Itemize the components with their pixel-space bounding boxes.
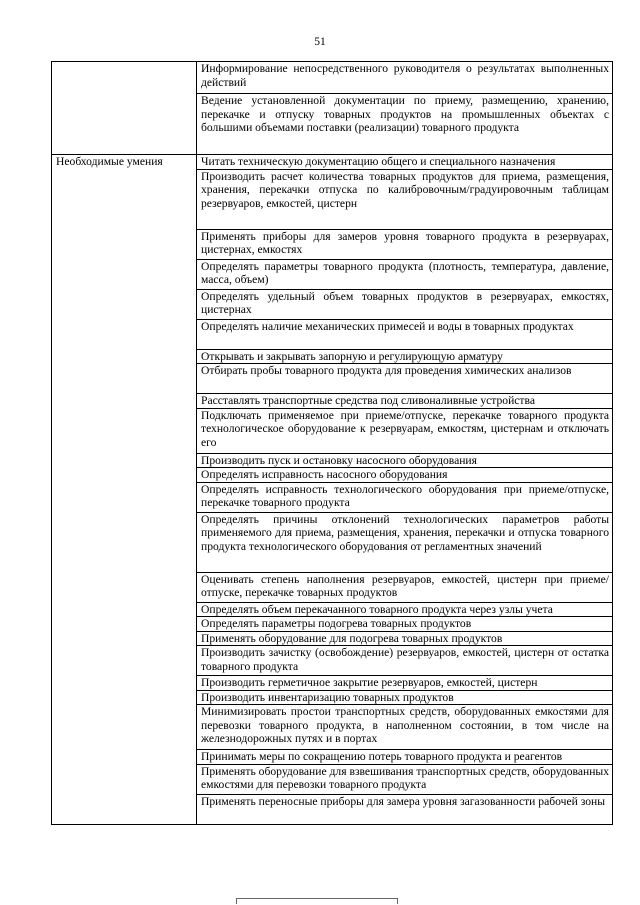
skills-table xyxy=(51,61,613,825)
table-row xyxy=(52,62,613,94)
row-text: Применять оборудование для взвешивания транспортных средств, оборудованных емкостями для перевозки товарного продукта xyxy=(197,764,613,794)
row-text: Определять причины отклонений технологических параметров работы применяемого для приема, размещения, хранения, перекачки и отпуска товарного продукта технологического оборудования от регламентных значений xyxy=(197,512,613,572)
row-text: Определять исправность технологического оборудования при приеме/отпуске, перекачке товарного продукта xyxy=(197,482,613,512)
row-text: Отбирать пробы товарного продукта для проведения химических анализов xyxy=(197,364,613,394)
row-text: Производить герметичное закрытие резервуаров, емкостей, цистерн xyxy=(197,676,613,691)
row-text: Определять параметры подогрева товарных продуктов xyxy=(197,617,613,632)
row-label-empty xyxy=(52,62,197,155)
row-text: Применять оборудование для подогрева товарных продуктов xyxy=(197,631,613,646)
scan-edge-mark xyxy=(236,898,398,904)
row-text: Производить расчет количества товарных продуктов для приема, размещения, хранения, перекачки отпуска по калибровочным/градуировочным таблицам резервуаров, емкостей, цистерн xyxy=(197,169,613,229)
row-text: Применять переносные приборы для замера уровня загазованности рабочей зоны xyxy=(197,794,613,824)
row-text: Определять параметры товарного продукта (плотность, температура, давление, масса, объем) xyxy=(197,259,613,289)
row-text: Определять наличие механических примесей и воды в товарных продуктах xyxy=(197,319,613,349)
row-text: Принимать меры по сокращению потерь товарного продукта и реагентов xyxy=(197,750,613,765)
page-number: 51 xyxy=(314,36,326,48)
table-row xyxy=(52,155,613,170)
row-text: Подключать применяемое при приеме/отпуске, перекачке товарного продукта технологическое оборудование к резервуарам, емкостям, цистернам и отключать его xyxy=(197,408,613,453)
row-text: Производить инвентаризацию товарных продуктов xyxy=(197,690,613,705)
row-label-skills: Необходимые умения xyxy=(52,155,197,825)
row-text: Открывать и закрывать запорную и регулирующую арматуру xyxy=(197,349,613,364)
row-text: Определять объем перекачанного товарного продукта через узлы учета xyxy=(197,602,613,617)
row-text: Расставлять транспортные средства под сливоналивные устройства xyxy=(197,394,613,409)
row-text: Производить зачистку (освобождение) резервуаров, емкостей, цистерн от остатка товарного продукта xyxy=(197,646,613,676)
row-text: Определять удельный объем товарных продуктов в резервуарах, емкостях, цистернах xyxy=(197,289,613,319)
row-text: Производить пуск и остановку насосного оборудования xyxy=(197,453,613,468)
row-text: Оценивать степень наполнения резервуаров, емкостей, цистерн при приеме/отпуске, перекачке товарных продуктов xyxy=(197,572,613,602)
row-text: Ведение установленной документации по приему, размещению, хранению, перекачке и отпуску товарных продуктов на промышленных объектах с большими объемами поставки (реализации) товарного продукта xyxy=(197,94,613,155)
row-text: Определять исправность насосного оборудования xyxy=(197,468,613,483)
row-text: Читать техническую документацию общего и специального назначения xyxy=(197,155,613,170)
row-text: Минимизировать простои транспортных средств, оборудованных емкостями для перевозки товарного продукта, в наполненном состоянии, в том числе на железнодорожных путях и в портах xyxy=(197,705,613,750)
row-text: Информирование непосредственного руководителя о результатах выполненных действий xyxy=(197,62,613,94)
row-text: Применять приборы для замеров уровня товарного продукта в резервуарах, цистернах, емкостях xyxy=(197,229,613,259)
